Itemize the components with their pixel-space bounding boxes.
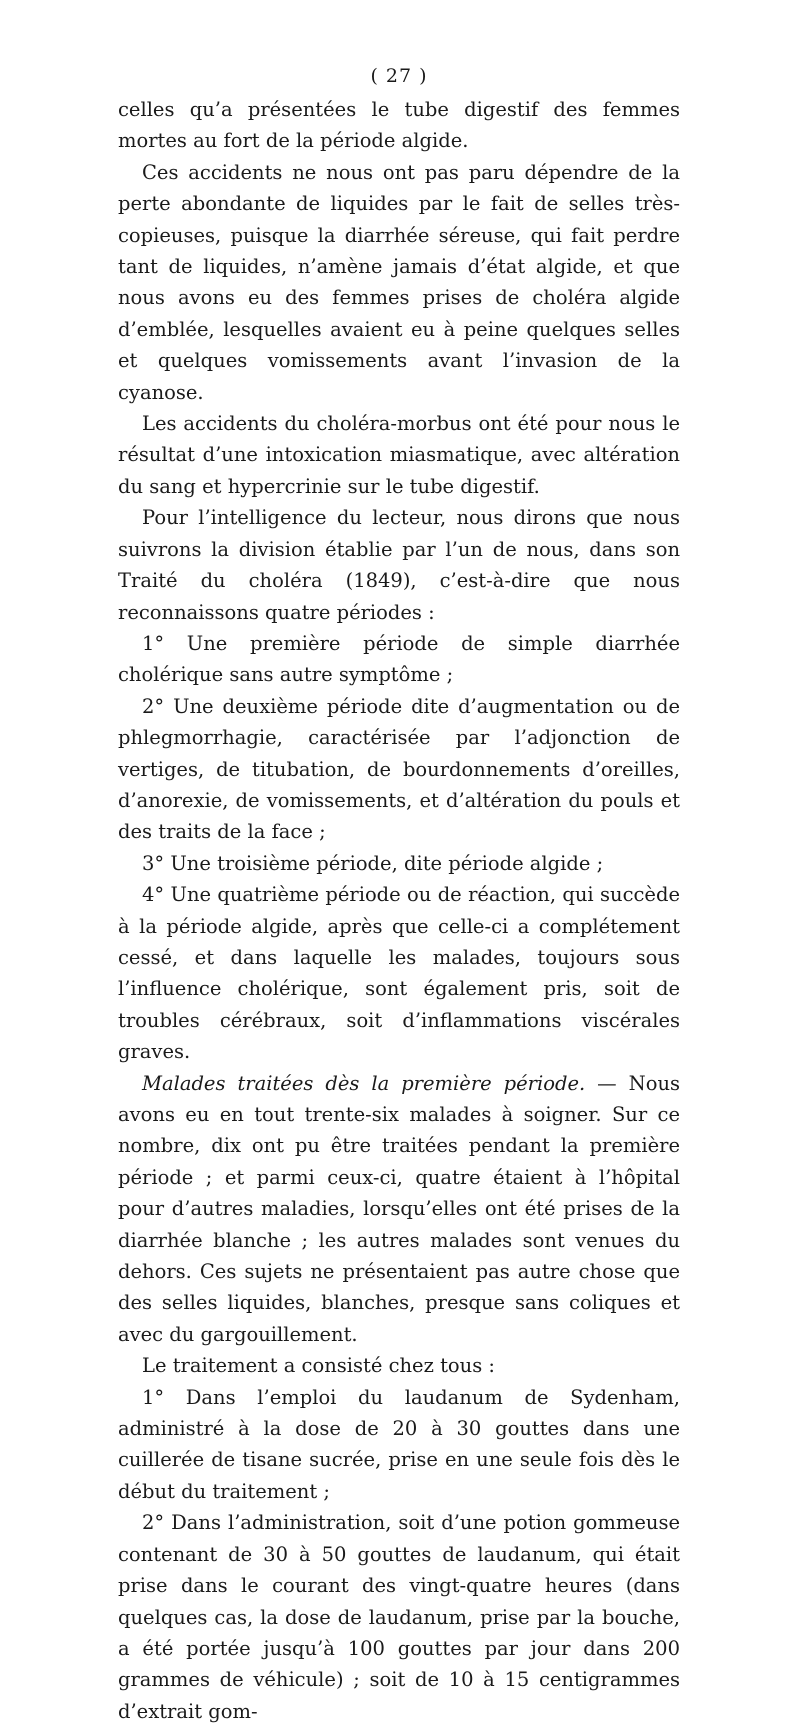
section-text: — Nous avons eu en tout trente-six malades à soigner. Sur ce nombre, dix ont pu être traitées pendant la première période ; et parmi ceux-ci, quatre étaient à l’hôpital pour d’autres maladies, lorsqu’elles ont été prises de la diarrhée blanche ; les autres malades sont venues du dehors. Ces sujets ne présentaient pas autre chose que des selles liquides, blanches, presque sans coliques et avec du gargouillement. xyxy=(118,1071,681,1346)
paragraph-division: Pour l’intelligence du lecteur, nous dirons que nous suivrons la division établie par l’un de nous, dans son Traité du choléra (1849), c’est-à-dire que nous reconnaissons quatre périodes : xyxy=(118,506,680,624)
page-number: ( 27 ) xyxy=(370,65,428,87)
document-page xyxy=(118,62,680,1727)
section-heading: Malades traitées dès la première période. xyxy=(142,1071,586,1095)
list-item-treatment-1: 1° Dans l’emploi du laudanum de Sydenham, administré à la dose de 20 à 30 gouttes dans une cuillerée de tisane sucrée, prise en une seule fois dès le début du traitement ; xyxy=(118,1385,680,1503)
list-item-treatment-2: 2° Dans l’administration, soit d’une potion gommeuse contenant de 30 à 50 gouttes de laudanum, qui était prise dans le courant des vingt-quatre heures (dans quelques cas, la dose de laudanum, prise par la bouche, a été portée jusqu’à 100 gouttes par jour dans 200 grammes de véhicule) ; soit de 10 à 15 centigrammes d’extrait gom- xyxy=(118,1511,680,1723)
list-item-period-1: 1° Une première période de simple diarrhée cholérique sans autre symptôme ; xyxy=(118,631,680,687)
paragraph-intoxication: Les accidents du choléra-morbus ont été pour nous le résultat d’une intoxication miasmatique, avec altération du sang et hypercrinie sur le tube digestif. xyxy=(118,412,680,498)
paragraph-treatment-intro: Le traitement a consisté chez tous : xyxy=(142,1354,495,1378)
list-item-period-4: 4° Une quatrième période ou de réaction, qui succède à la période algide, après que celle-ci a complétement cessé, et dans laquelle les malades, toujours sous l’influence cholérique, sont également pris, soit de troubles cérébraux, soit d’inflammations viscérales graves. xyxy=(118,883,680,1064)
paragraph-first-period-patients xyxy=(118,1068,680,1351)
list-item-period-3: 3° Une troisième période, dite période algide ; xyxy=(142,851,604,875)
paragraph-accidents-cause: Ces accidents ne nous ont pas paru dépendre de la perte abondante de liquides par le fait de selles très-copieuses, puisque la diarrhée séreuse, qui fait perdre tant de liquides, n’amène jamais d’état algide, et que nous avons eu des femmes prises de choléra algide d’emblée, lesquelles avaient eu à peine quelques selles et quelques vomissements avant l’invasion de la cyanose. xyxy=(118,160,680,404)
list-item-period-2: 2° Une deuxième période dite d’augmentation ou de phlegmorrhagie, caractérisée par l’adjonction de vertiges, de titubation, de bourdonnements d’oreilles, d’anorexie, de vomissements, et d’altération du pouls et des traits de la face ; xyxy=(118,694,680,844)
paragraph-continuation: celles qu’a présentées le tube digestif des femmes mortes au fort de la période algide. xyxy=(118,98,680,153)
